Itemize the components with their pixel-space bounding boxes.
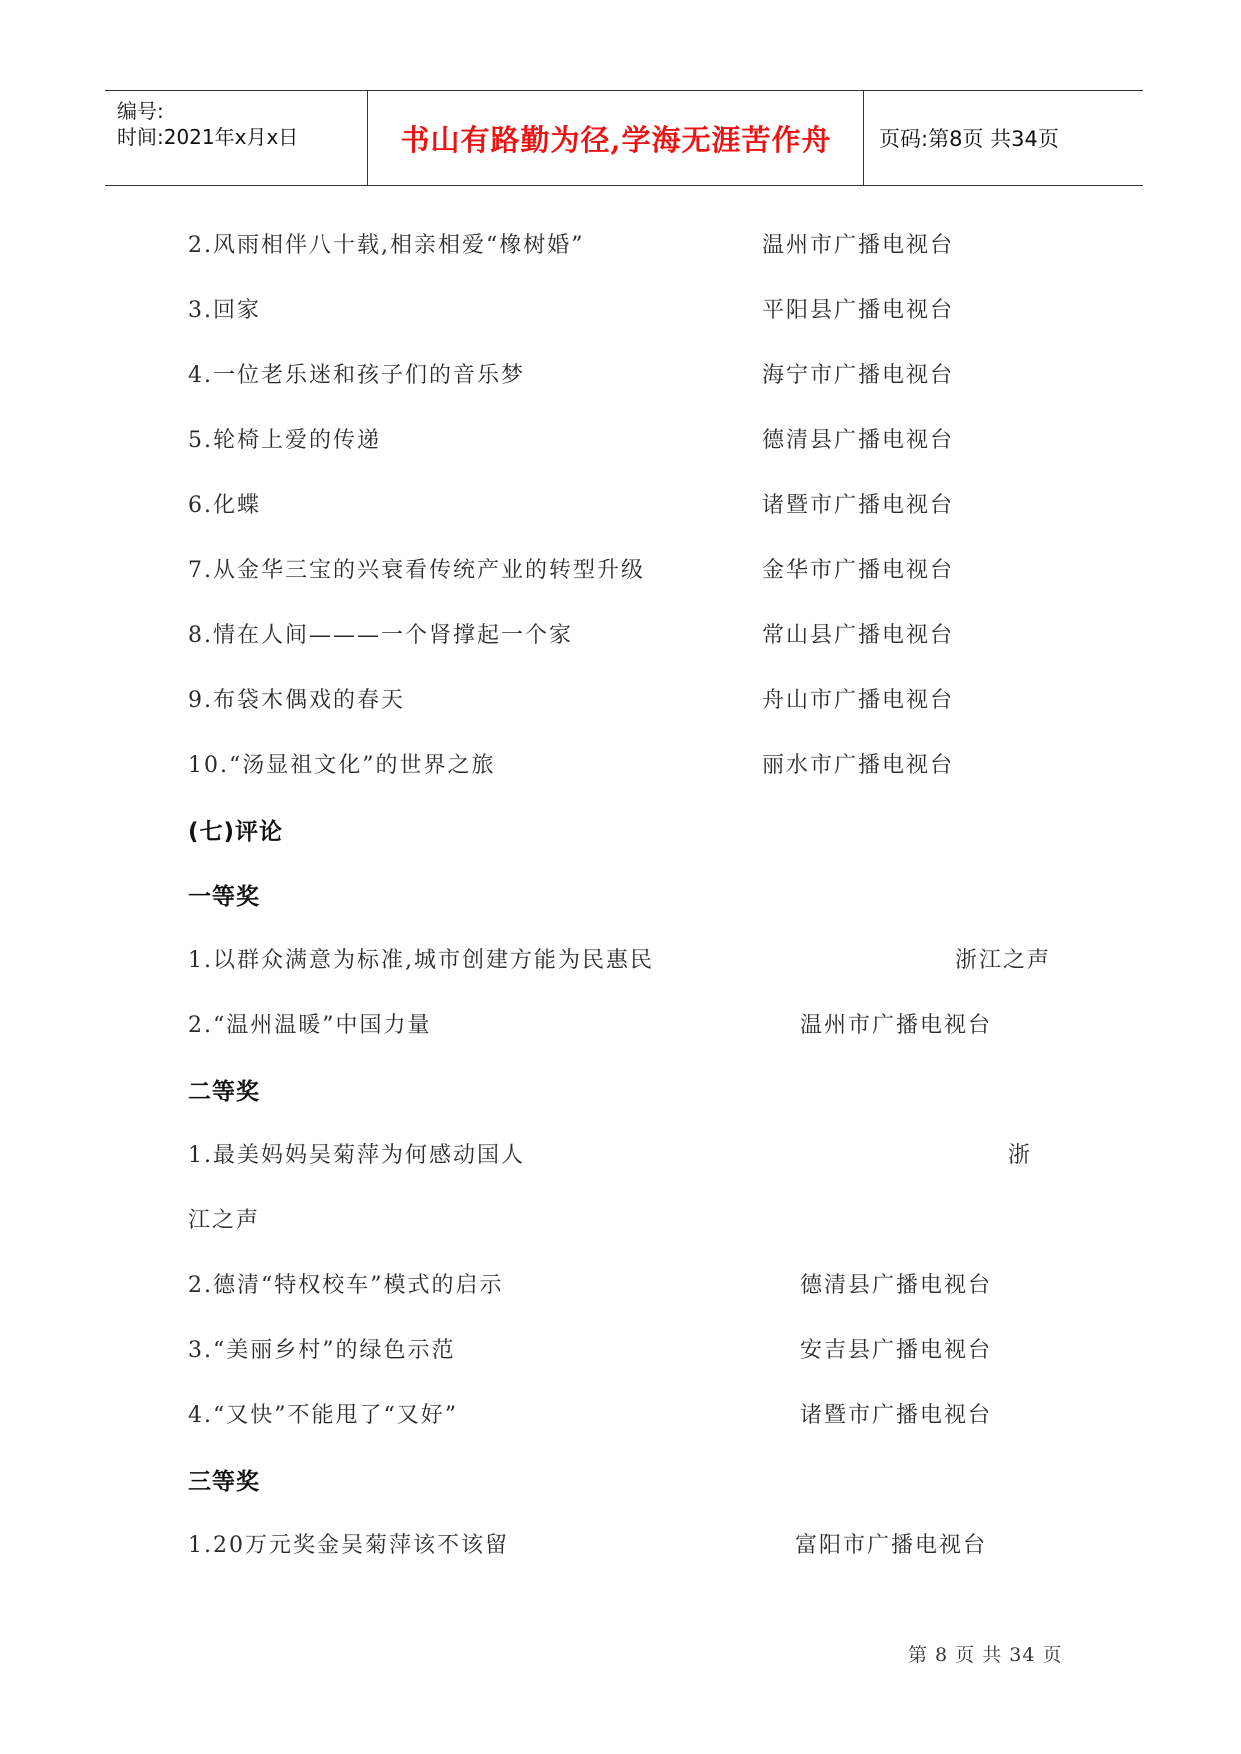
serial-label: 编号: [117,99,164,123]
item-org: 金华市广播电视台 [762,558,955,583]
item-org: 温州市广播电视台 [800,1013,993,1038]
item-title: 1.20万元奖金吴菊萍该不该留 [188,1533,509,1558]
header-page-cell [865,91,1141,185]
item-title: 4.一位老乐迷和孩子们的音乐梦 [188,363,525,388]
item-title: 2.德清“特权校车”模式的启示 [188,1273,504,1298]
item-title: 9.布袋木偶戏的春天 [188,688,405,713]
item-org: 平阳县广播电视台 [762,298,955,323]
item-org: 富阳市广播电视台 [795,1533,988,1558]
item-title: 4.“又快”不能甩了“又好” [188,1403,458,1428]
item-org-part: 江之声 [188,1208,261,1233]
page-code: 页码:第8页 共34页 [879,127,1059,151]
item-title: 8.情在人间———一个肾撑起一个家 [188,623,573,648]
page-header [105,90,1143,186]
item-title: 6.化蝶 [188,493,261,518]
item-org-part: 浙 [1008,1143,1033,1168]
item-title: 10.“汤显祖文化”的世界之旅 [188,753,496,778]
item-org: 浙江之声 [955,948,1052,973]
prize-heading-second: 二等奖 [188,1079,260,1105]
page-footer: 第 8 页 共 34 页 [908,1644,1063,1666]
item-title: 7.从金华三宝的兴衰看传统产业的转型升级 [188,558,645,583]
item-title: 1.以群众满意为标准,城市创建方能为民惠民 [188,948,654,973]
item-title: 3.回家 [188,298,261,323]
item-org: 常山县广播电视台 [762,623,955,648]
prize-heading-third: 三等奖 [188,1469,260,1495]
item-org: 德清县广播电视台 [762,428,955,453]
item-org: 诸暨市广播电视台 [800,1403,993,1428]
item-org: 诸暨市广播电视台 [762,493,955,518]
item-org: 舟山市广播电视台 [762,688,955,713]
item-org: 丽水市广播电视台 [762,753,955,778]
item-org: 海宁市广播电视台 [762,363,955,388]
header-meta-cell [105,91,368,185]
prize-heading-first: 一等奖 [188,884,260,910]
motto-text: 书山有路勤为径,学海无涯苦作舟 [400,122,832,157]
item-title: 2.“温州温暖”中国力量 [188,1013,432,1038]
item-org: 德清县广播电视台 [800,1273,993,1298]
item-title: 2.风雨相伴八十载,相亲相爱“橡树婚” [188,233,585,258]
time-label: 时间:2021年x月x日 [117,125,299,149]
item-title: 1.最美妈妈吴菊萍为何感动国人 [188,1143,525,1168]
header-motto-cell [369,91,864,185]
item-org: 安吉县广播电视台 [800,1338,993,1363]
section-title: (七)评论 [188,819,284,845]
item-title: 3.“美丽乡村”的绿色示范 [188,1338,456,1363]
item-title: 5.轮椅上爱的传递 [188,428,381,453]
item-org: 温州市广播电视台 [762,233,955,258]
